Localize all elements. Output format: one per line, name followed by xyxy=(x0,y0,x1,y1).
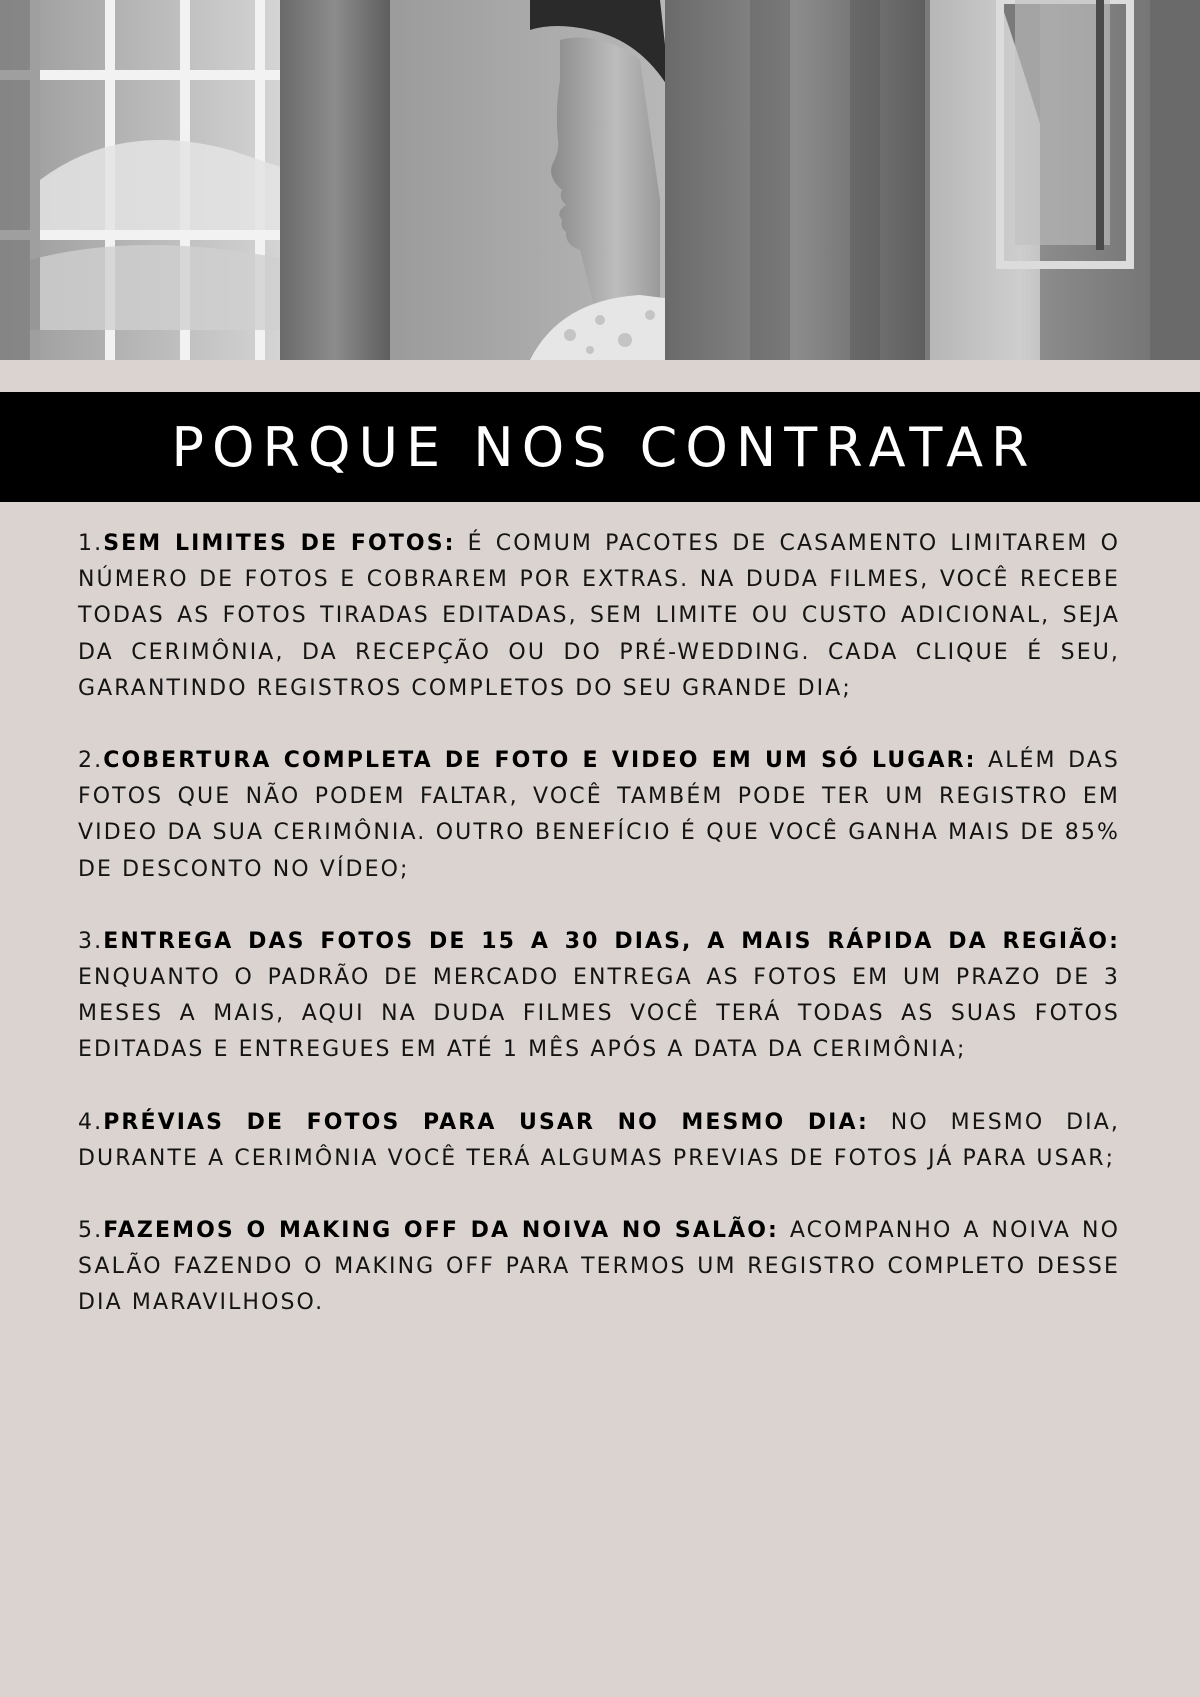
reason-number: 2. xyxy=(78,748,104,774)
reason-item-1 xyxy=(78,526,1120,707)
reason-item-2 xyxy=(78,743,1120,888)
reason-heading: ENTREGA DAS FOTOS DE 15 A 30 DIAS, A MAIS RÁPIDA DA REGIÃO: xyxy=(103,928,1120,954)
reasons-list xyxy=(78,526,1120,1358)
bride-photo-icon xyxy=(0,0,1200,360)
reason-number: 4. xyxy=(78,1109,104,1135)
hero-photo xyxy=(0,0,1200,360)
reason-item-4 xyxy=(78,1105,1120,1177)
reason-number: 3. xyxy=(78,928,104,954)
title-banner xyxy=(0,392,1200,502)
page-title: PORQUE NOS CONTRATAR xyxy=(171,415,1037,479)
reason-heading: PRÉVIAS DE FOTOS PARA USAR NO MESMO DIA: xyxy=(103,1109,869,1135)
reason-body: É COMUM PACOTES DE CASAMENTO LIMITAREM O NÚMERO DE FOTOS E COBRAREM POR EXTRAS. NA DUDA FILMES, VOCÊ RECEBE TODAS AS FOTOS TIRADAS EDITADAS, SEM LIMITE OU CUSTO ADICIONAL, SEJA DA CERIMÔNIA, DA RECEPÇÃO OU DO PRÉ-WEDDING. CADA CLIQUE É SEU, GARANTINDO REGISTROS COMPLETOS DO SEU GRANDE DIA; xyxy=(78,531,1120,701)
reason-item-5 xyxy=(78,1213,1120,1322)
reason-item-3 xyxy=(78,924,1120,1069)
reason-body: ALÉM DAS FOTOS QUE NÃO PODEM FALTAR, VOCÊ TAMBÉM PODE TER UM REGISTRO EM VIDEO DA SUA CERIMÔNIA. OUTRO BENEFÍCIO É QUE VOCÊ GANHA MAIS DE 85% DE DESCONTO NO VÍDEO; xyxy=(78,748,1120,882)
reason-heading: COBERTURA COMPLETA DE FOTO E VIDEO EM UM SÓ LUGAR: xyxy=(103,748,977,774)
reason-body: ACOMPANHO A NOIVA NO SALÃO FAZENDO O MAKING OFF PARA TERMOS UM REGISTRO COMPLETO DESSE DIA MARAVILHOSO. xyxy=(78,1218,1120,1316)
reason-heading: SEM LIMITES DE FOTOS: xyxy=(103,531,456,556)
reason-number: 1. xyxy=(78,531,104,556)
reason-body: ENQUANTO O PADRÃO DE MERCADO ENTREGA AS FOTOS EM UM PRAZO DE 3 MESES A MAIS, AQUI NA DUDA FILMES VOCÊ TERÁ TODAS AS SUAS FOTOS EDITADAS E ENTREGUES EM ATÉ 1 MÊS APÓS A DATA DA CERIMÔNIA; xyxy=(78,965,1120,1063)
reason-body: NO MESMO DIA, DURANTE A CERIMÔNIA VOCÊ TERÁ ALGUMAS PREVIAS DE FOTOS JÁ PARA USAR; xyxy=(78,1109,1120,1171)
reason-heading: FAZEMOS O MAKING OFF DA NOIVA NO SALÃO: xyxy=(103,1218,779,1244)
reason-number: 5. xyxy=(78,1218,104,1244)
